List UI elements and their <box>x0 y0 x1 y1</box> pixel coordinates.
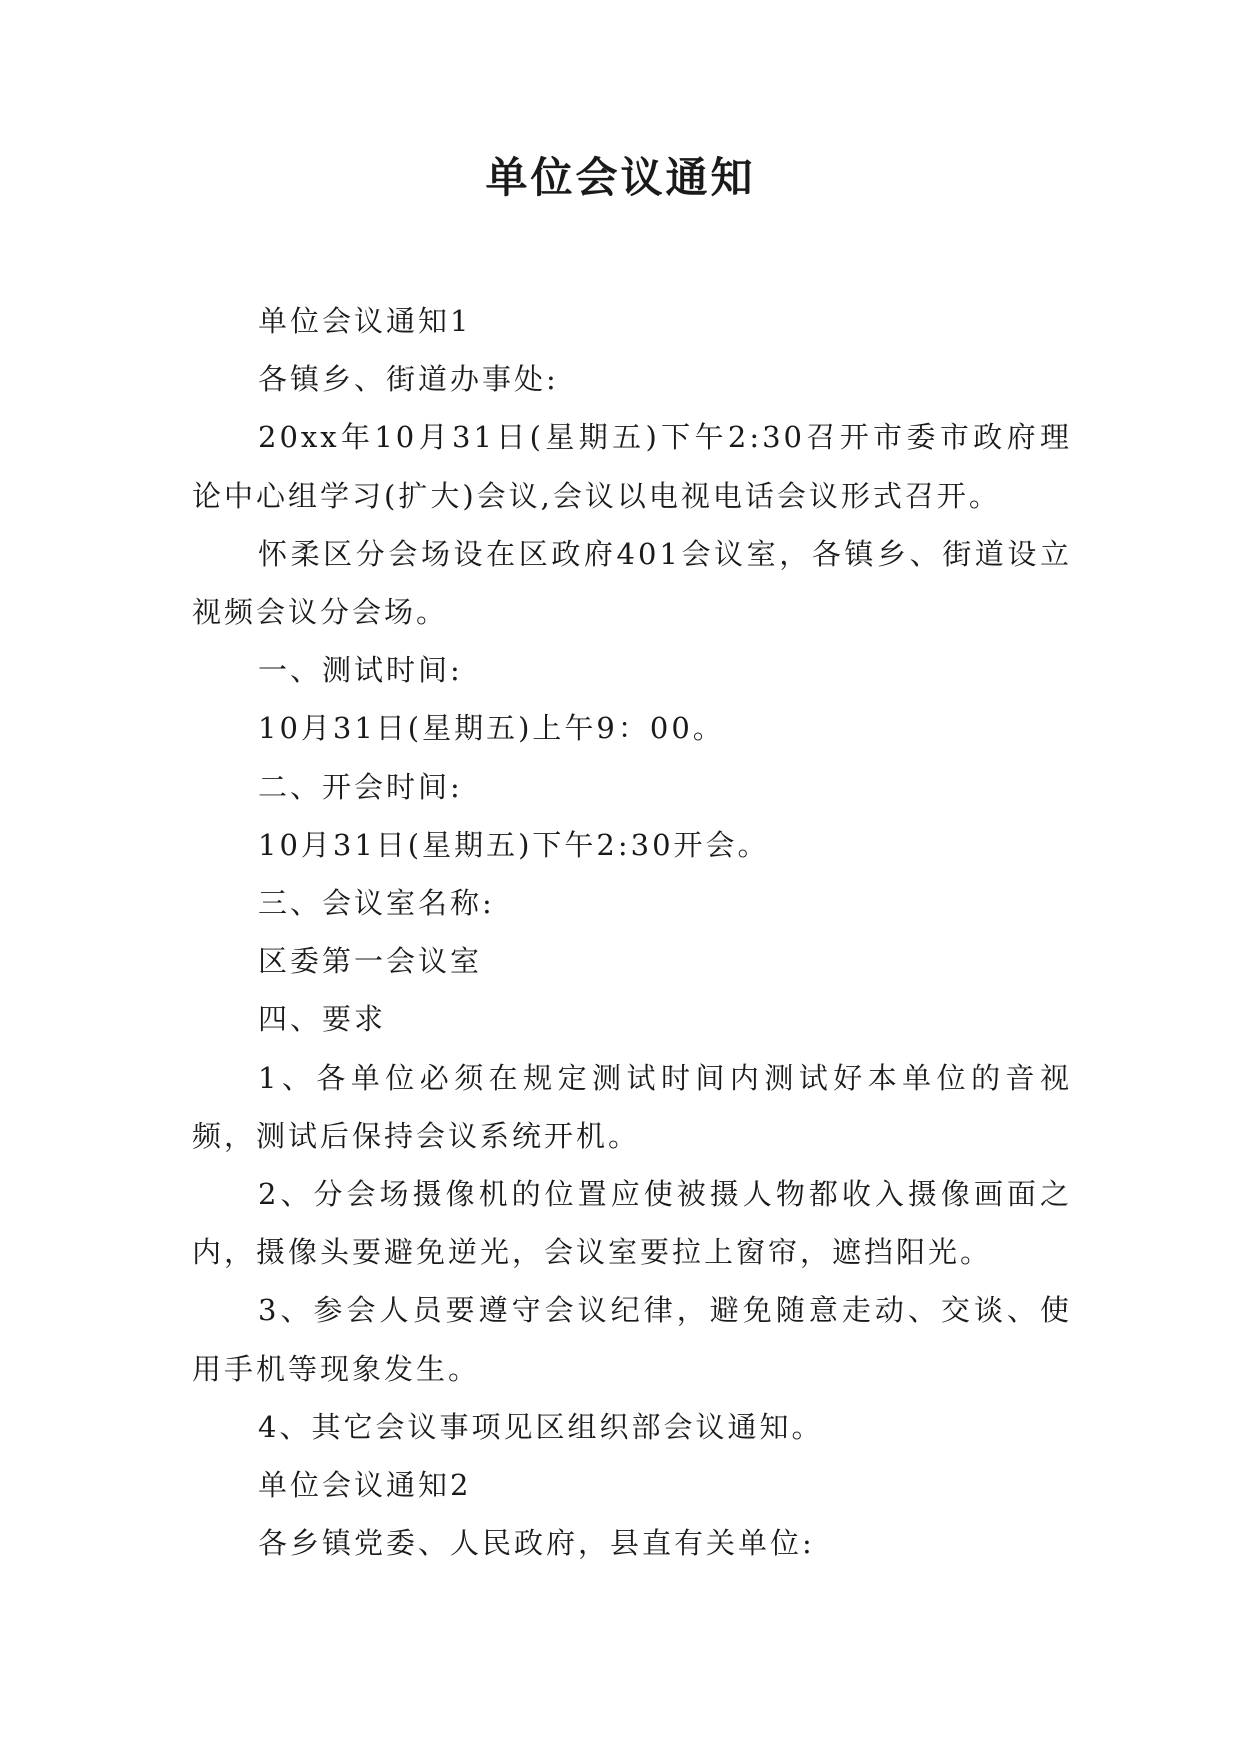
section-heading-notice-2: 单位会议通知2 <box>258 1468 472 1503</box>
requirement-item-2: 2、分会场摄像机的位置应使被摄人物都收入摄像画面之内，摄像头要避免逆光，会议室要拉上窗帘，遮挡阳光。 <box>192 1177 1072 1270</box>
heading-meeting-time: 二、开会时间: <box>258 769 463 804</box>
meeting-time-value: 10月31日(星期五)下午2:30开会。 <box>258 827 770 862</box>
requirement-item-3: 3、参会人员要遵守会议纪律，避免随意走动、交谈、使用手机等现象发生。 <box>192 1293 1072 1386</box>
section-heading-notice-1: 单位会议通知1 <box>258 304 472 338</box>
test-time-value: 10月31日(星期五)上午9：00。 <box>258 711 725 746</box>
requirement-item-4: 4、其它会议事项见区组织部会议通知。 <box>258 1409 824 1444</box>
heading-requirements: 四、要求 <box>258 1002 387 1037</box>
requirement-item-1: 1、各单位必须在规定测试时间内测试好本单位的音视频，测试后保持会议系统开机。 <box>192 1060 1072 1153</box>
salutation: 各镇乡、街道办事处: <box>258 362 559 397</box>
room-name-value: 区委第一会议室 <box>258 944 483 979</box>
paragraph-meeting-announcement: 20xx年10月31日(星期五)下午2:30召开市委市政府理论中心组学习(扩大)会议,会议以电视电话会议形式召开。 <box>192 420 1072 513</box>
document-body <box>192 292 1072 1572</box>
document-title: 单位会议通知 <box>485 153 756 202</box>
paragraph-venue: 怀柔区分会场设在区政府401会议室，各镇乡、街道设立视频会议分会场。 <box>192 536 1072 630</box>
salutation-2: 各乡镇党委、人民政府，县直有关单位: <box>258 1526 815 1561</box>
heading-test-time: 一、测试时间: <box>258 653 463 688</box>
heading-room-name: 三、会议室名称: <box>258 886 495 921</box>
